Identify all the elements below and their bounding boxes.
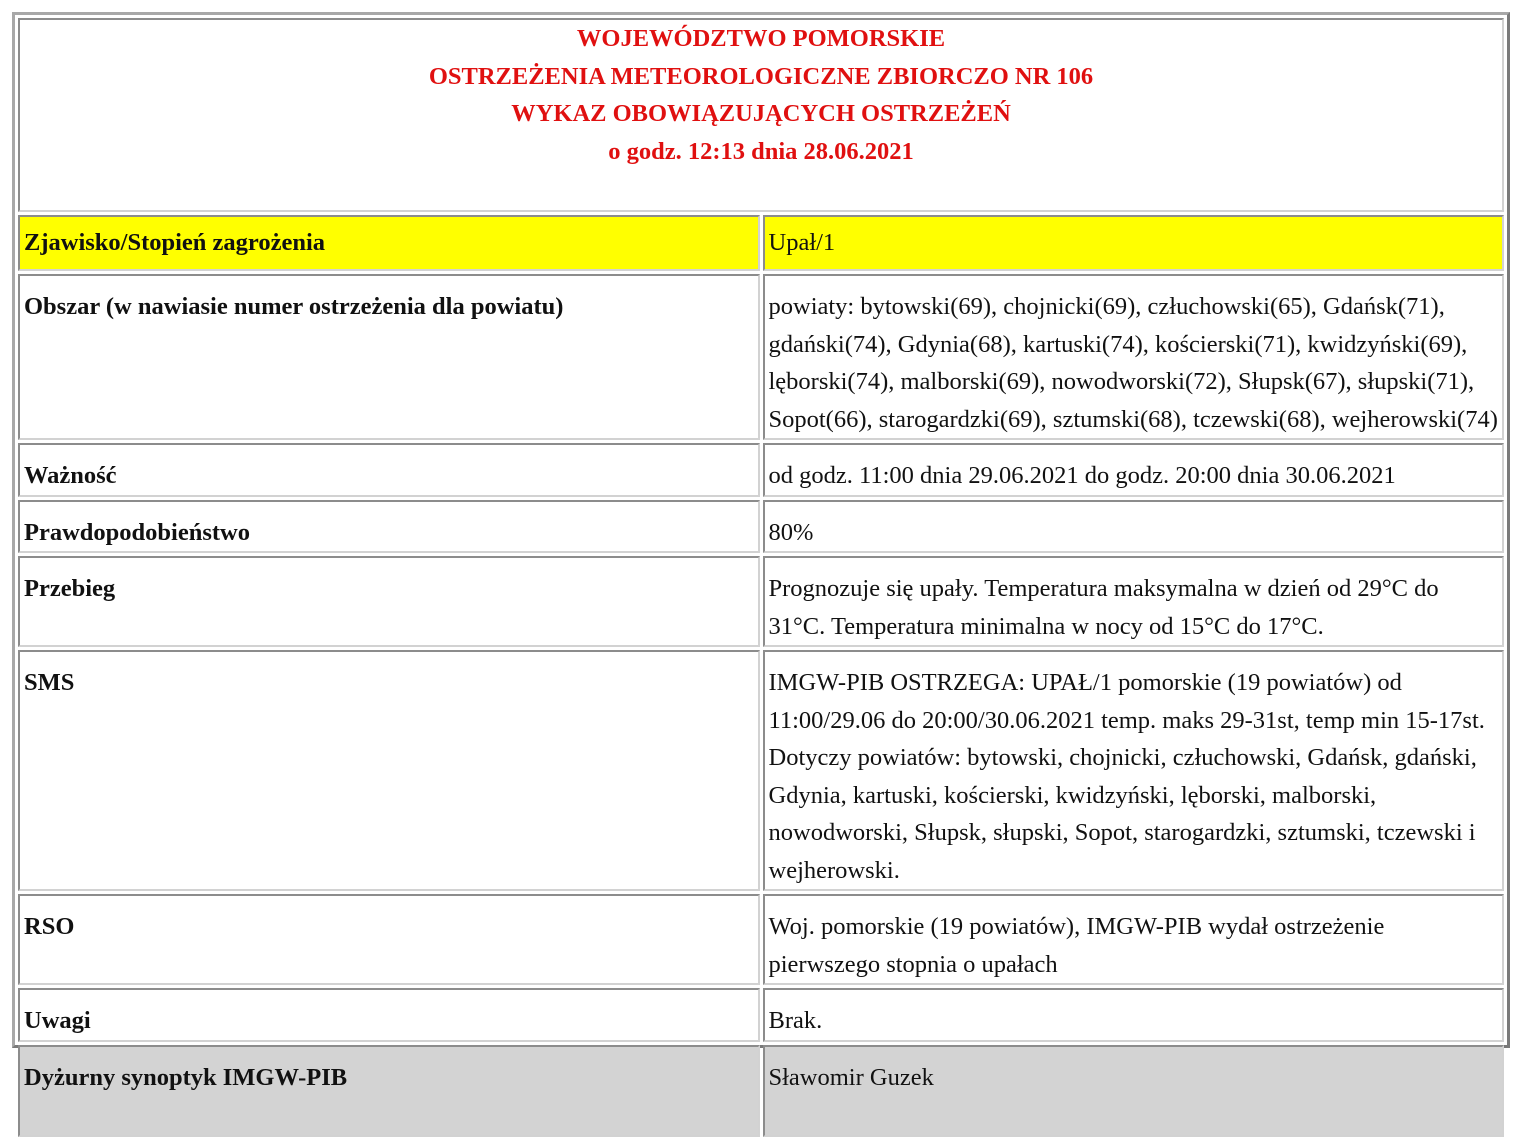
label-zjawisko: Zjawisko/Stopień zagrożenia <box>18 215 760 271</box>
row-obszar <box>18 274 1504 440</box>
title-voivodeship: WOJEWÓDZTWO POMORSKIE <box>576 25 946 52</box>
row-prawdopodobienstwo <box>18 500 1504 554</box>
row-rso <box>18 894 1504 985</box>
row-uwagi <box>18 988 1504 1042</box>
warning-table <box>15 15 1507 1140</box>
value-synoptyk: Sławomir Guzek <box>763 1045 1505 1137</box>
label-sms: SMS <box>18 650 760 891</box>
value-sms: IMGW-PIB OSTRZEGA: UPAŁ/1 pomorskie (19 powiatów) od 11:00/29.06 do 20:00/30.06.2021 temp. maks 29-31st, temp min 15-17st. Dotyczy powiatów: bytowski, chojnicki, człuchowski, Gdańsk, gdański, Gdynia, kartuski, kościerski, kwidzyński, lęborski, malborski, nowodworski, Słupsk, słupski, Sopot, starogardzki, sztumski, tczewski i wejherowski. <box>763 650 1505 891</box>
row-sms <box>18 650 1504 891</box>
value-waznosc: od godz. 11:00 dnia 29.06.2021 do godz. 20:00 dnia 30.06.2021 <box>763 443 1505 497</box>
row-waznosc <box>18 443 1504 497</box>
title-warnings: OSTRZEŻENIA METEOROLOGICZNE ZBIORCZO NR 106 <box>428 62 1094 90</box>
label-prawdopodobienstwo: Prawdopodobieństwo <box>18 500 760 554</box>
warning-document <box>12 12 1510 1091</box>
label-uwagi: Uwagi <box>18 988 760 1042</box>
value-przebieg: Prognozuje się upały. Temperatura maksymalna w dzień od 29°C do 31°C. Temperatura minimalna w nocy od 15°C do 17°C. <box>763 556 1505 647</box>
title-list: WYKAZ OBOWIĄZUJĄCYCH OSTRZEŻEŃ <box>511 100 1011 127</box>
value-rso: Woj. pomorskie (19 powiatów), IMGW-PIB wydał ostrzeżenie pierwszego stopnia o upałach <box>763 894 1505 985</box>
header-row <box>18 18 1504 212</box>
label-synoptyk: Dyżurny synoptyk IMGW-PIB <box>18 1045 760 1137</box>
label-waznosc: Ważność <box>18 443 760 497</box>
document-title <box>18 18 1504 212</box>
value-prawdopodobienstwo: 80% <box>763 500 1505 554</box>
value-obszar: powiaty: bytowski(69), chojnicki(69), człuchowski(65), Gdańsk(71), gdański(74), Gdynia(68), kartuski(74), kościerski(71), kwidzyński(69), lęborski(74), malborski(69), nowodworski(72), Słupsk(67), słupski(71), Sopot(66), starogardzki(69), sztumski(68), tczewski(68), wejherowski(74) <box>763 274 1505 440</box>
row-synoptyk <box>18 1045 1504 1137</box>
label-rso: RSO <box>18 894 760 985</box>
value-zjawisko: Upał/1 <box>763 215 1505 271</box>
title-issued-at: o godz. 12:13 dnia 28.06.2021 <box>608 137 914 165</box>
row-zjawisko <box>18 215 1504 271</box>
label-przebieg: Przebieg <box>18 556 760 647</box>
row-przebieg <box>18 556 1504 647</box>
value-uwagi: Brak. <box>763 988 1505 1042</box>
label-obszar: Obszar (w nawiasie numer ostrzeżenia dla powiatu) <box>18 274 760 440</box>
